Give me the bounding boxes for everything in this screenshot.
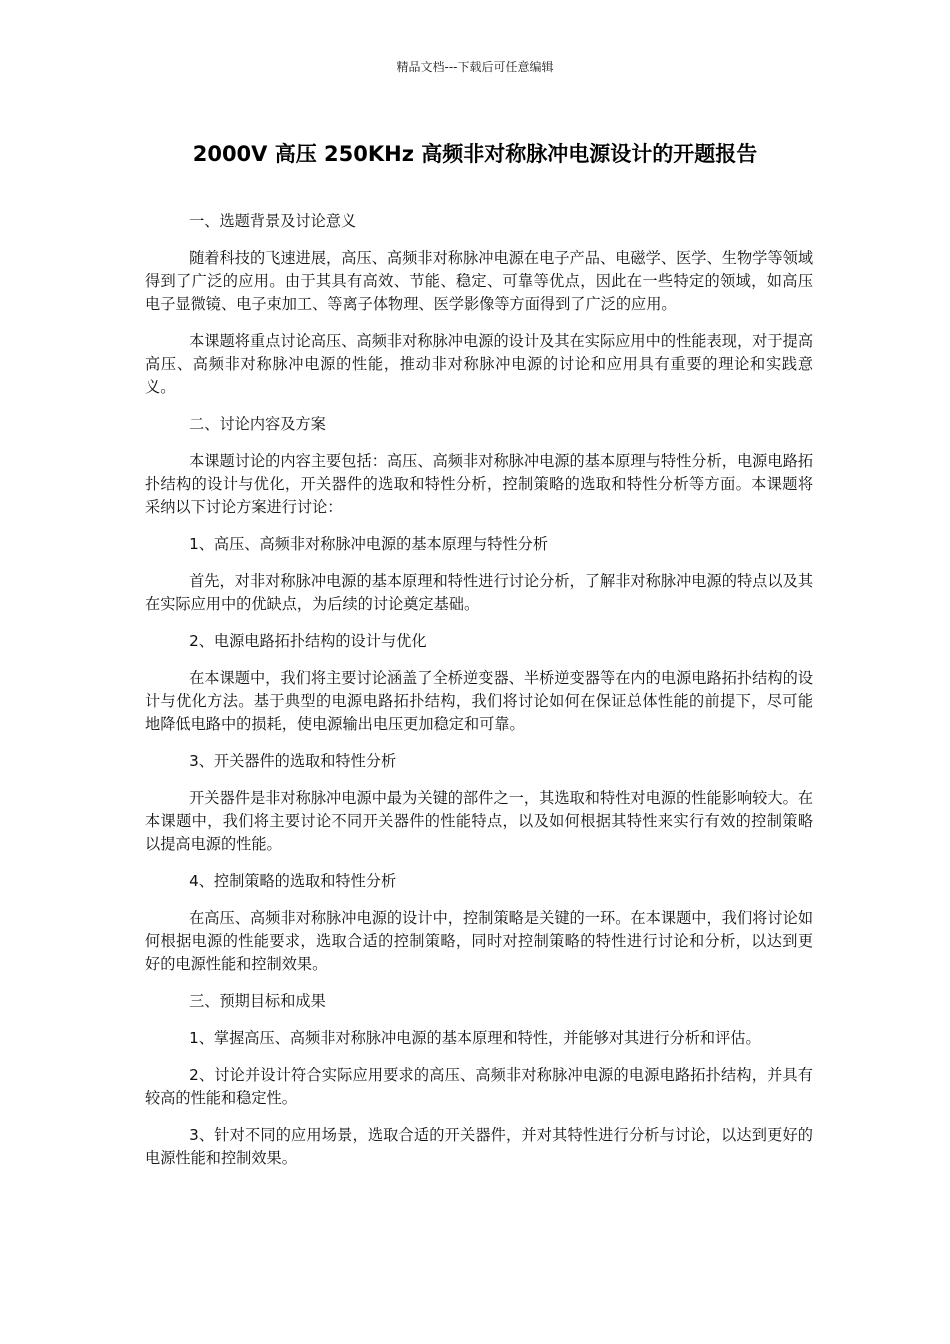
goal-item: 1、掌握高压、高频非对称脉冲电源的基本原理和特性，并能够对其进行分析和评估。 — [189, 1029, 761, 1047]
subsection-heading-3: 3、开关器件的选取和特性分析 — [189, 752, 397, 770]
paragraph: 开关器件是非对称脉冲电源中最为关键的部件之一，其选取和特性对电源的性能影响较大。在本课题中，我们将主要讨论不同开关器件的性能特点，以及如何根据其特性来实行有效的控制策略以提高电源的性能。 — [145, 789, 813, 853]
paragraph: 本课题将重点讨论高压、高频非对称脉冲电源的设计及其在实际应用中的性能表现，对于提高高压、高频非对称脉冲电源的性能，推动非对称脉冲电源的讨论和应用具有重要的理论和实践意义。 — [145, 332, 813, 396]
section-heading-background: 一、选题背景及讨论意义 — [189, 212, 357, 230]
paragraph: 首先，对非对称脉冲电源的基本原理和特性进行讨论分析，了解非对称脉冲电源的特点以及其在实际应用中的优缺点，为后续的讨论奠定基础。 — [145, 572, 813, 613]
subsection-heading-1: 1、高压、高频非对称脉冲电源的基本原理与特性分析 — [189, 535, 549, 553]
document-title: 2000V 高压 250KHz 高频非对称脉冲电源设计的开题报告 — [192, 142, 758, 166]
subsection-heading-2: 2、电源电路拓扑结构的设计与优化 — [189, 632, 427, 650]
goal-item: 2、讨论并设计符合实际应用要求的高压、高频非对称脉冲电源的电源电路拓扑结构，并具有较高的性能和稳定性。 — [145, 1066, 813, 1107]
paragraph: 在高压、高频非对称脉冲电源的设计中，控制策略是关键的一环。在本课题中，我们将讨论如何根据电源的性能要求，选取合适的控制策略，同时对控制策略的特性进行讨论和分析，以达到更好的电源性能和控制效果。 — [145, 909, 813, 973]
paragraph: 在本课题中，我们将主要讨论涵盖了全桥逆变器、半桥逆变器等在内的电源电路拓扑结构的设计与优化方法。基于典型的电源电路拓扑结构，我们将讨论如何在保证总体性能的前提下，尽可能地降低电路中的损耗，使电源输出电压更加稳定和可靠。 — [145, 669, 813, 733]
page-header: 精品文档---下载后可任意编辑 — [396, 60, 554, 74]
paragraph: 随着科技的飞速进展，高压、高频非对称脉冲电源在电子产品、电磁学、医学、生物学等领域得到了广泛的应用。由于其具有高效、节能、稳定、可靠等优点，因此在一些特定的领域，如高压电子显微镜、电子束加工、等离子体物理、医学影像等方面得到了广泛的应用。 — [145, 249, 813, 313]
subsection-heading-4: 4、控制策略的选取和特性分析 — [189, 872, 397, 890]
goal-item: 3、针对不同的应用场景，选取合适的开关器件，并对其特性进行分析与讨论，以达到更好的电源性能和控制效果。 — [145, 1126, 813, 1167]
section-heading-content: 二、讨论内容及方案 — [189, 415, 326, 433]
paragraph: 本课题讨论的内容主要包括：高压、高频非对称脉冲电源的基本原理与特性分析，电源电路拓扑结构的设计与优化，开关器件的选取和特性分析，控制策略的选取和特性分析等方面。本课题将采纳以下讨论方案进行讨论： — [145, 452, 813, 516]
section-heading-goals: 三、预期目标和成果 — [189, 992, 326, 1010]
document-body — [145, 210, 813, 1184]
